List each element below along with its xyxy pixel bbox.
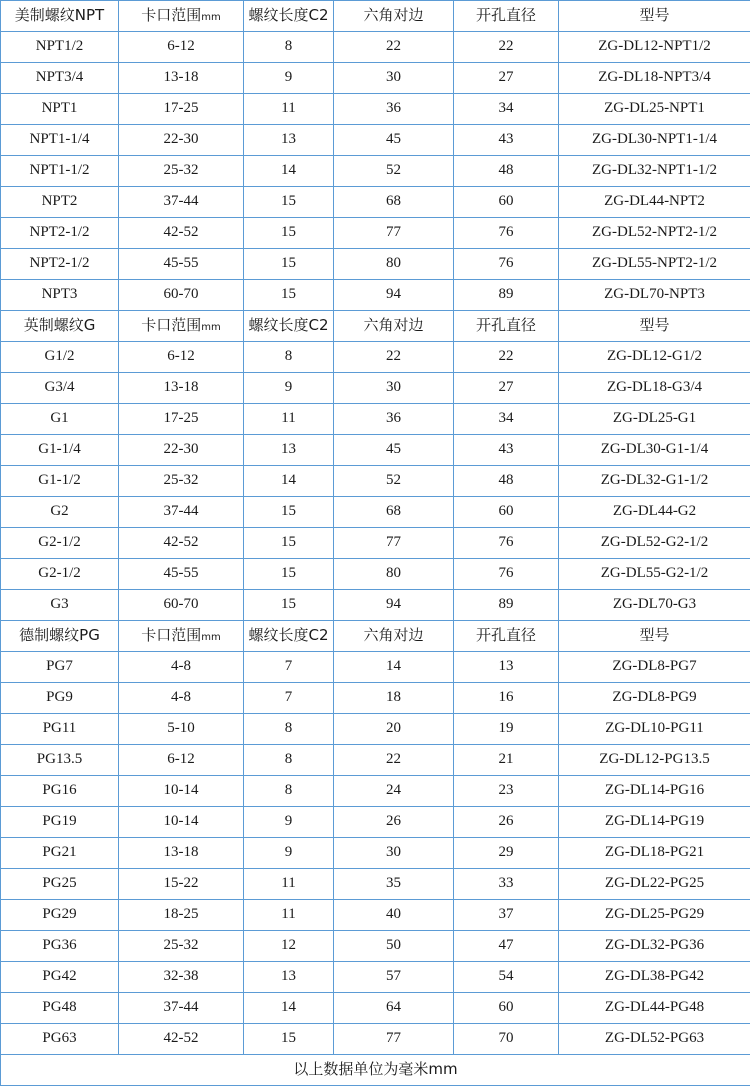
value-cell: 89 — [454, 280, 559, 311]
model-code-cell: ZG-DL10-PG11 — [559, 714, 750, 745]
value-cell: 15 — [244, 1024, 334, 1055]
table-body — [1, 1, 750, 1086]
value-cell: 40 — [334, 900, 454, 931]
model-code-cell: ZG-DL12-NPT1/2 — [559, 32, 750, 63]
table-row — [1, 838, 750, 869]
table-row — [1, 559, 750, 590]
value-cell: 13 — [244, 125, 334, 156]
table-row — [1, 342, 750, 373]
value-cell: 9 — [244, 373, 334, 404]
value-cell: 20 — [334, 714, 454, 745]
table-header-row — [1, 311, 750, 342]
value-cell: 4-8 — [119, 683, 244, 714]
value-cell: 35 — [334, 869, 454, 900]
column-header: 开孔直径 — [454, 1, 559, 32]
value-cell: 18 — [334, 683, 454, 714]
column-header: 德制螺纹PG — [1, 621, 119, 652]
thread-size-cell: NPT1-1/2 — [1, 156, 119, 187]
thread-size-cell: PG42 — [1, 962, 119, 993]
value-cell: 13-18 — [119, 838, 244, 869]
model-code-cell: ZG-DL32-PG36 — [559, 931, 750, 962]
value-cell: 9 — [244, 63, 334, 94]
column-header: 开孔直径 — [454, 311, 559, 342]
table-row — [1, 280, 750, 311]
table-row — [1, 900, 750, 931]
value-cell: 22 — [454, 32, 559, 63]
thread-size-cell: PG7 — [1, 652, 119, 683]
units-note: 以上数据单位为毫米mm — [1, 1055, 750, 1086]
column-header: 美制螺纹NPT — [1, 1, 119, 32]
value-cell: 6-12 — [119, 32, 244, 63]
model-code-cell: ZG-DL70-G3 — [559, 590, 750, 621]
value-cell: 36 — [334, 94, 454, 125]
value-cell: 15 — [244, 187, 334, 218]
value-cell: 76 — [454, 249, 559, 280]
value-cell: 6-12 — [119, 342, 244, 373]
value-cell: 15 — [244, 249, 334, 280]
value-cell: 60 — [454, 993, 559, 1024]
value-cell: 15 — [244, 218, 334, 249]
thread-size-cell: NPT2 — [1, 187, 119, 218]
thread-size-cell: G3 — [1, 590, 119, 621]
table-row — [1, 249, 750, 280]
table-row — [1, 435, 750, 466]
table-row — [1, 962, 750, 993]
value-cell: 8 — [244, 32, 334, 63]
thread-size-cell: PG36 — [1, 931, 119, 962]
value-cell: 13 — [244, 435, 334, 466]
model-code-cell: ZG-DL32-G1-1/2 — [559, 466, 750, 497]
model-code-cell: ZG-DL25-G1 — [559, 404, 750, 435]
value-cell: 8 — [244, 745, 334, 776]
thread-size-cell: PG21 — [1, 838, 119, 869]
model-code-cell: ZG-DL52-PG63 — [559, 1024, 750, 1055]
thread-size-cell: PG9 — [1, 683, 119, 714]
value-cell: 52 — [334, 466, 454, 497]
thread-size-cell: NPT2-1/2 — [1, 218, 119, 249]
table-row — [1, 94, 750, 125]
table-row — [1, 652, 750, 683]
thread-size-cell: PG29 — [1, 900, 119, 931]
value-cell: 13-18 — [119, 373, 244, 404]
table-row — [1, 683, 750, 714]
value-cell: 13 — [244, 962, 334, 993]
value-cell: 7 — [244, 652, 334, 683]
value-cell: 76 — [454, 559, 559, 590]
value-cell: 27 — [454, 63, 559, 94]
value-cell: 22-30 — [119, 435, 244, 466]
column-header: 螺纹长度C2 — [244, 621, 334, 652]
value-cell: 25-32 — [119, 466, 244, 497]
table-header-row — [1, 1, 750, 32]
value-cell: 29 — [454, 838, 559, 869]
table-row — [1, 187, 750, 218]
thread-size-cell: G2 — [1, 497, 119, 528]
value-cell: 11 — [244, 900, 334, 931]
value-cell: 14 — [244, 156, 334, 187]
thread-size-cell: G3/4 — [1, 373, 119, 404]
value-cell: 22-30 — [119, 125, 244, 156]
value-cell: 80 — [334, 249, 454, 280]
value-cell: 60 — [454, 497, 559, 528]
model-code-cell: ZG-DL30-NPT1-1/4 — [559, 125, 750, 156]
value-cell: 94 — [334, 590, 454, 621]
model-code-cell: ZG-DL12-PG13.5 — [559, 745, 750, 776]
value-cell: 24 — [334, 776, 454, 807]
model-code-cell: ZG-DL44-G2 — [559, 497, 750, 528]
value-cell: 11 — [244, 94, 334, 125]
thread-size-cell: G1/2 — [1, 342, 119, 373]
value-cell: 42-52 — [119, 218, 244, 249]
value-cell: 15 — [244, 280, 334, 311]
value-cell: 16 — [454, 683, 559, 714]
value-cell: 32-38 — [119, 962, 244, 993]
value-cell: 50 — [334, 931, 454, 962]
model-code-cell: ZG-DL12-G1/2 — [559, 342, 750, 373]
table-header-row — [1, 621, 750, 652]
value-cell: 22 — [334, 342, 454, 373]
model-code-cell: ZG-DL70-NPT3 — [559, 280, 750, 311]
model-code-cell: ZG-DL32-NPT1-1/2 — [559, 156, 750, 187]
value-cell: 14 — [244, 993, 334, 1024]
thread-size-cell: PG63 — [1, 1024, 119, 1055]
value-cell: 15-22 — [119, 869, 244, 900]
table-row — [1, 466, 750, 497]
thread-size-cell: PG25 — [1, 869, 119, 900]
model-code-cell: ZG-DL8-PG7 — [559, 652, 750, 683]
value-cell: 43 — [454, 125, 559, 156]
model-code-cell: ZG-DL18-NPT3/4 — [559, 63, 750, 94]
value-cell: 47 — [454, 931, 559, 962]
value-cell: 17-25 — [119, 94, 244, 125]
value-cell: 45-55 — [119, 559, 244, 590]
table-row — [1, 993, 750, 1024]
value-cell: 42-52 — [119, 528, 244, 559]
value-cell: 12 — [244, 931, 334, 962]
value-cell: 22 — [334, 745, 454, 776]
value-cell: 8 — [244, 714, 334, 745]
thread-size-cell: G1-1/2 — [1, 466, 119, 497]
value-cell: 6-12 — [119, 745, 244, 776]
value-cell: 30 — [334, 838, 454, 869]
model-code-cell: ZG-DL18-PG21 — [559, 838, 750, 869]
value-cell: 11 — [244, 404, 334, 435]
model-code-cell: ZG-DL55-NPT2-1/2 — [559, 249, 750, 280]
thread-size-cell: G2-1/2 — [1, 559, 119, 590]
table-row — [1, 931, 750, 962]
thread-size-cell: PG16 — [1, 776, 119, 807]
value-cell: 34 — [454, 404, 559, 435]
value-cell: 60 — [454, 187, 559, 218]
value-cell: 25-32 — [119, 931, 244, 962]
thread-size-cell: NPT3/4 — [1, 63, 119, 94]
value-cell: 18-25 — [119, 900, 244, 931]
table-row — [1, 156, 750, 187]
value-cell: 22 — [454, 342, 559, 373]
model-code-cell: ZG-DL44-PG48 — [559, 993, 750, 1024]
value-cell: 77 — [334, 218, 454, 249]
value-cell: 21 — [454, 745, 559, 776]
value-cell: 5-10 — [119, 714, 244, 745]
value-cell: 34 — [454, 94, 559, 125]
value-cell: 10-14 — [119, 776, 244, 807]
value-cell: 25-32 — [119, 156, 244, 187]
value-cell: 76 — [454, 528, 559, 559]
value-cell: 15 — [244, 497, 334, 528]
value-cell: 70 — [454, 1024, 559, 1055]
value-cell: 22 — [334, 32, 454, 63]
value-cell: 4-8 — [119, 652, 244, 683]
thread-size-cell: NPT1/2 — [1, 32, 119, 63]
table-row — [1, 590, 750, 621]
model-code-cell: ZG-DL30-G1-1/4 — [559, 435, 750, 466]
model-code-cell: ZG-DL44-NPT2 — [559, 187, 750, 218]
value-cell: 9 — [244, 838, 334, 869]
thread-size-cell: PG19 — [1, 807, 119, 838]
value-cell: 94 — [334, 280, 454, 311]
column-header: 卡口范围mm — [119, 311, 244, 342]
table-row — [1, 745, 750, 776]
value-cell: 68 — [334, 497, 454, 528]
thread-size-cell: PG11 — [1, 714, 119, 745]
value-cell: 77 — [334, 1024, 454, 1055]
value-cell: 77 — [334, 528, 454, 559]
value-cell: 37-44 — [119, 187, 244, 218]
table-row — [1, 218, 750, 249]
model-code-cell: ZG-DL25-NPT1 — [559, 94, 750, 125]
value-cell: 30 — [334, 63, 454, 94]
value-cell: 60-70 — [119, 280, 244, 311]
value-cell: 14 — [244, 466, 334, 497]
table-row — [1, 497, 750, 528]
table-row — [1, 528, 750, 559]
model-code-cell: ZG-DL38-PG42 — [559, 962, 750, 993]
value-cell: 36 — [334, 404, 454, 435]
value-cell: 11 — [244, 869, 334, 900]
model-code-cell: ZG-DL14-PG19 — [559, 807, 750, 838]
table-row — [1, 63, 750, 94]
column-header: 型号 — [559, 1, 750, 32]
value-cell: 42-52 — [119, 1024, 244, 1055]
value-cell: 37-44 — [119, 993, 244, 1024]
table-row — [1, 714, 750, 745]
column-header: 螺纹长度C2 — [244, 311, 334, 342]
thread-size-cell: NPT1-1/4 — [1, 125, 119, 156]
value-cell: 14 — [334, 652, 454, 683]
table-row — [1, 125, 750, 156]
value-cell: 48 — [454, 156, 559, 187]
model-code-cell: ZG-DL18-G3/4 — [559, 373, 750, 404]
thread-size-cell: NPT3 — [1, 280, 119, 311]
thread-size-cell: PG48 — [1, 993, 119, 1024]
value-cell: 64 — [334, 993, 454, 1024]
value-cell: 45 — [334, 125, 454, 156]
value-cell: 13-18 — [119, 63, 244, 94]
table-footer-row — [1, 1055, 750, 1086]
value-cell: 17-25 — [119, 404, 244, 435]
value-cell: 68 — [334, 187, 454, 218]
table-row — [1, 373, 750, 404]
thread-size-cell: NPT2-1/2 — [1, 249, 119, 280]
column-header: 六角对边 — [334, 1, 454, 32]
column-header: 开孔直径 — [454, 621, 559, 652]
value-cell: 30 — [334, 373, 454, 404]
model-code-cell: ZG-DL14-PG16 — [559, 776, 750, 807]
column-header: 型号 — [559, 621, 750, 652]
model-code-cell: ZG-DL55-G2-1/2 — [559, 559, 750, 590]
value-cell: 15 — [244, 590, 334, 621]
thread-size-cell: PG13.5 — [1, 745, 119, 776]
thread-size-cell: G1-1/4 — [1, 435, 119, 466]
value-cell: 15 — [244, 528, 334, 559]
table-row — [1, 404, 750, 435]
column-header: 螺纹长度C2 — [244, 1, 334, 32]
value-cell: 26 — [334, 807, 454, 838]
value-cell: 52 — [334, 156, 454, 187]
value-cell: 26 — [454, 807, 559, 838]
value-cell: 9 — [244, 807, 334, 838]
value-cell: 27 — [454, 373, 559, 404]
column-header: 卡口范围mm — [119, 1, 244, 32]
model-code-cell: ZG-DL8-PG9 — [559, 683, 750, 714]
column-header: 六角对边 — [334, 311, 454, 342]
value-cell: 33 — [454, 869, 559, 900]
value-cell: 37 — [454, 900, 559, 931]
table-row — [1, 869, 750, 900]
value-cell: 10-14 — [119, 807, 244, 838]
value-cell: 80 — [334, 559, 454, 590]
value-cell: 45-55 — [119, 249, 244, 280]
table-row — [1, 807, 750, 838]
value-cell: 48 — [454, 466, 559, 497]
model-code-cell: ZG-DL25-PG29 — [559, 900, 750, 931]
value-cell: 76 — [454, 218, 559, 249]
column-header: 六角对边 — [334, 621, 454, 652]
column-header: 型号 — [559, 311, 750, 342]
value-cell: 8 — [244, 776, 334, 807]
column-header: 卡口范围mm — [119, 621, 244, 652]
thread-size-cell: G1 — [1, 404, 119, 435]
thread-size-cell: NPT1 — [1, 94, 119, 125]
table-row — [1, 776, 750, 807]
value-cell: 43 — [454, 435, 559, 466]
value-cell: 54 — [454, 962, 559, 993]
table-row — [1, 32, 750, 63]
value-cell: 7 — [244, 683, 334, 714]
value-cell: 8 — [244, 342, 334, 373]
value-cell: 57 — [334, 962, 454, 993]
value-cell: 89 — [454, 590, 559, 621]
value-cell: 60-70 — [119, 590, 244, 621]
table-row — [1, 1024, 750, 1055]
value-cell: 19 — [454, 714, 559, 745]
value-cell: 13 — [454, 652, 559, 683]
value-cell: 15 — [244, 559, 334, 590]
value-cell: 37-44 — [119, 497, 244, 528]
model-code-cell: ZG-DL52-G2-1/2 — [559, 528, 750, 559]
value-cell: 23 — [454, 776, 559, 807]
model-code-cell: ZG-DL52-NPT2-1/2 — [559, 218, 750, 249]
model-code-cell: ZG-DL22-PG25 — [559, 869, 750, 900]
value-cell: 45 — [334, 435, 454, 466]
thread-size-cell: G2-1/2 — [1, 528, 119, 559]
column-header: 英制螺纹G — [1, 311, 119, 342]
